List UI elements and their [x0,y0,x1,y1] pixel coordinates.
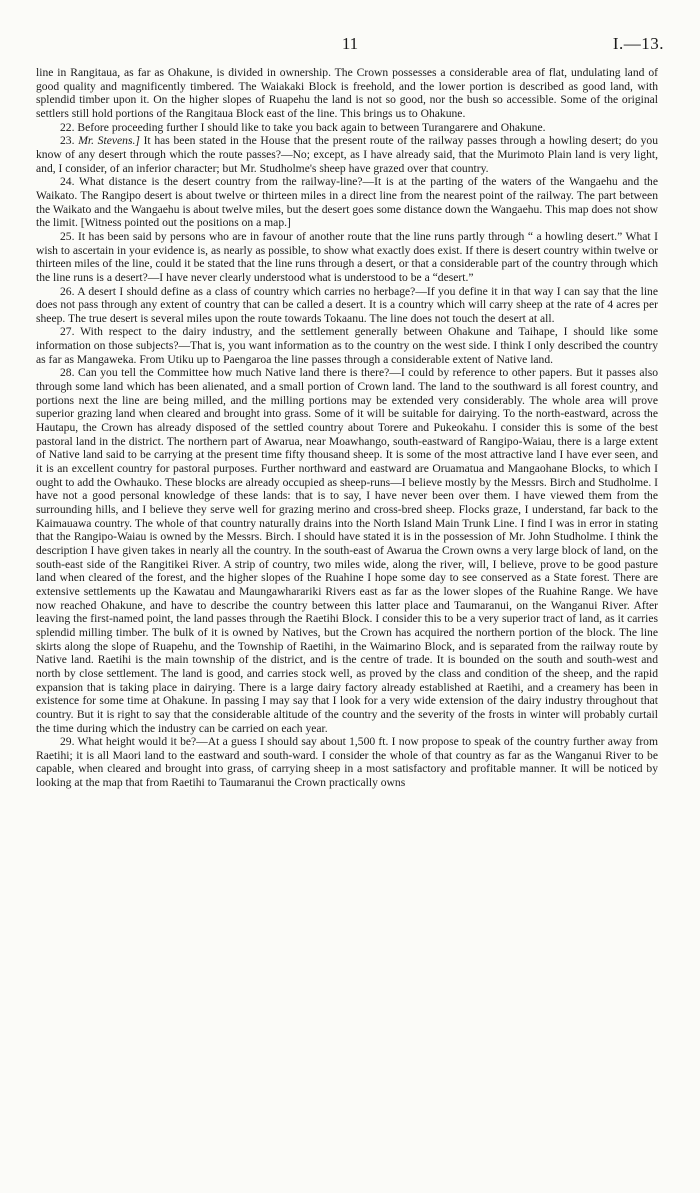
paragraph-29: 29. What height would it be?—At a guess I should say about 1,500 ft. I now propose to speak of the country further away from Raetihi; it is all Maori land to the eastward and south-ward. I consider the whole of that country as far as the Wanganui River to be capable, when cleared and brought into grass, of carrying sheep in a most satisfactory and profitable manner. It will be noticed by looking at the map that from Raetihi to Taumaranui the Crown practically owns [36,735,658,790]
page-header [36,34,664,54]
evidence-text [36,66,658,790]
paragraph-28: 28. Can you tell the Committee how much Native land there is there?—I could by reference to other papers. But it passes also through some land which has been alienated, and a small portion of Crown land. The land to the southward is all forest country, and portions next the line are being milled, and the milling portions may be extended very considerably. The whole area will prove superior grazing land when cleared and brought into grass. Some of it will be suitable for dairying. To the north-eastward, across the Hautapu, the Crown has already disposed of the settled country about Torere and Pukeokahu. I consider this is some of the best pastoral land in the district. The northern part of Awarua, near Moawhango, south-eastward of Rangipo-Waiau, there is a large extent of Native land said to be carrying at the present time fifty thousand sheep. It is some of the most attractive land I have ever seen, and it is an excellent country for pastoral purposes. Further northward and eastward are Oruamatua and Mangaohane Blocks, to which I ought to add the Owhauko. These blocks are already occupied as sheep-runs—I believe mostly by the Messrs. Birch and Studholme. I have not a good personal knowledge of these lands: that is to say, I have never been over them. I have viewed them from the surrounding hills, and I believe they serve well for grazing merino and cross-bred sheep. Flocks graze, I understand, far back to the Kaimauawa country. The whole of that country naturally drains into the North Island Main Trunk Line. I find I was in error in stating that the Rangipo-Waiau is owned by the Messrs. Birch. I should have stated it is in the possession of Mr. John Studholme. I think the description I have given takes in nearly all the country. In the south-east of Awarua the Crown owns a very large block of land, on the south-east side of the Rangitikei River. A strip of country, two miles wide, along the river, will, I believe, prove to be good pasture land when cleared of the forest, and the higher slopes of the Ruahine I hope some day to see conserved as a State forest. There are extensive settlements up the Kawatau and Maungawharariki Rivers east as far as the lower slopes of the Ruahine Range. We have now reached Ohakune, and have to describe the country between this latter place and Taumaranui, on the Wanganui River. After leaving the first-named point, the land passes through the Raetihi Block. I consider this to be a very superior tract of land, as it carries splendid milling timber. The bulk of it is owned by Natives, but the Crown has acquired the northern portion of the block. The line skirts along the slope of Ruapehu, and the Township of Raetihi, in the Waimarino Block, and is separated from the railway route by Native land. Raetihi is the main township of the district, and is the centre of trade. It is bounded on the south and south-west and north by close settlement. The land is good, and carries stock well, as proved by the class and condition of the sheep, and the rapid expansion that is taking place in dairying. There is a large dairy factory already established at Raetihi, and a creamery has been in existence for some time at Ohakune. In passing I may say that I look for a very wide extension of the dairy industry throughout that country. But it is right to say that the considerable altitude of the country and the severity of the frosts in winter will probably curtail the time during which the industry can be carried on each year. [36,366,658,735]
paragraph-continuation: line in Rangitaua, as far as Ohakune, is divided in ownership. The Crown possesses a considerable area of flat, undulating land of good quality and magnificently timbered. The Waiakaki Block is freehold, and the lower portion is described as good land, with splendid timber upon it. On the higher slopes of Ruapehu the land is not so good, nor the bush so accessible. Some of the original settlers still hold portions of the Rangitaua Block east of the line. This brings us to Ohakune. [36,66,658,120]
document-reference: I.—13. [612,34,664,53]
paragraph-22: 22. Before proceeding further I should like to take you back again to between Turangarere and Ohakune. [60,120,546,134]
page-number: 11 [341,34,359,53]
paragraph-24: 24. What distance is the desert country from the railway-line?—It is at the parting of the waters of the Wangaehu and the Waikato. The Rangipo desert is about twelve or thirteen miles in a direct line from the nearest point of the railway. The part between the Waikato and the Wangaehu is about twelve miles, but the desert goes some distance down the Wangaehu. This map does not show the limit. [Witness pointed out the positions on a map.] [36,175,658,230]
paragraph-23: 23. Mr. Stevens.] It has been stated in the House that the present route of the railway passes through a howling desert; do you know of any desert through which the route passes?—No; except, as I have already said, that the Murimoto Plain land is very light, and, I consider, of an inferior character; but Mr. Studholme's sheep have grazed over that country. [36,134,659,175]
paragraph-26: 26. A desert I should define as a class of country which carries no herbage?—If you define it in that way I can say that the line does not pass through any extent of country that can be called a desert. It is a country which will carry sheep at the rate of 4 acres per sheep. The true desert is several miles upon the route towards Tokaanu. The line does not touch the desert at all. [36,284,658,325]
speaker-name: Mr. Stevens.] [78,134,140,148]
paragraph-27: 27. With respect to the dairy industry, and the settlement generally between Ohakune and Taihape, I should like some information on those subjects?—That is, you want information as to the country on the west side. I think I only described the country as far as Mangaweka. From Utiku up to Paengaroa the line passes through a considerable extent of Native land. [36,325,658,366]
paragraph-25: 25. It has been said by persons who are in favour of another route that the line runs partly through “ a howling desert.” What I wish to ascertain in your evidence is, as nearly as possible, to show what exactly does exist. If there is desert country within twelve or thirteen miles of the line, could it be stated that the line runs through a desert, or that a considerable part of the country through which the line runs is a desert?—I have never clearly understood what is understood to be a “desert.” [36,229,658,284]
